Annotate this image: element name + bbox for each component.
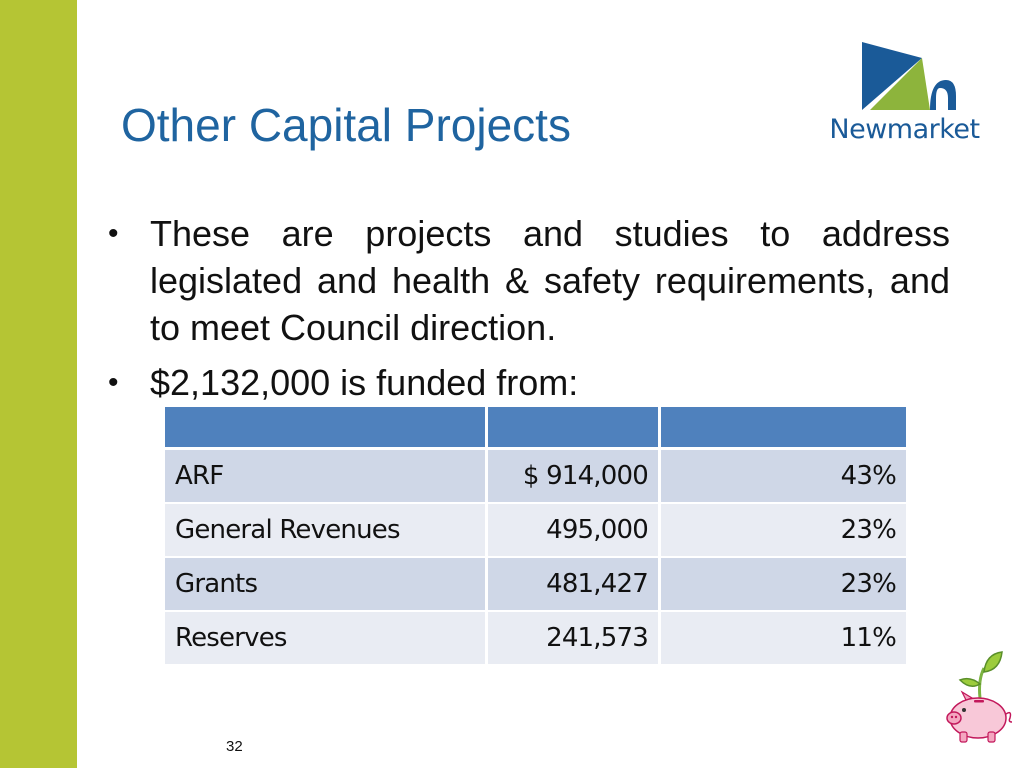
table-header-cell <box>488 407 661 450</box>
table-row <box>165 612 906 666</box>
bullet-text: $2,132,000 is funded from: <box>150 362 579 403</box>
funding-source-cell: Reserves <box>165 612 488 666</box>
funding-source-cell: Grants <box>165 558 488 612</box>
funding-percent-cell: 23% <box>661 558 906 612</box>
funding-percent-cell: 43% <box>661 450 906 504</box>
piggy-bank-with-sprout-icon <box>940 650 1015 750</box>
funding-amount-cell: $ 914,000 <box>488 450 661 504</box>
bullet-text: These are projects and studies to address legislated and health & safety requirements, and to meet Council direction. <box>150 213 950 348</box>
funding-amount-cell: 241,573 <box>488 612 661 666</box>
bullet-item <box>108 210 950 351</box>
funding-percent-cell: 11% <box>661 612 906 666</box>
funding-source-cell: General Revenues <box>165 504 488 558</box>
funding-percent-cell: 23% <box>661 504 906 558</box>
table-row <box>165 558 906 612</box>
funding-amount-cell: 481,427 <box>488 558 661 612</box>
bullet-icon: • <box>108 217 119 250</box>
newmarket-logo-icon <box>822 40 987 120</box>
funding-amount-cell: 495,000 <box>488 504 661 558</box>
bullet-icon: • <box>108 366 119 399</box>
logo-wordmark: Newmarket <box>829 114 980 145</box>
funding-table <box>165 407 906 666</box>
bullet-item <box>108 359 950 406</box>
table-row <box>165 504 906 558</box>
table-row <box>165 450 906 504</box>
bullet-list <box>108 210 950 406</box>
table-header-cell <box>661 407 906 450</box>
slide-title: Other Capital Projects <box>121 99 571 151</box>
accent-sidebar <box>0 0 77 768</box>
newmarket-logo <box>822 40 987 150</box>
funding-source-cell: ARF <box>165 450 488 504</box>
page-number: 32 <box>226 738 243 755</box>
table-header-cell <box>165 407 488 450</box>
table-header-row <box>165 407 906 450</box>
